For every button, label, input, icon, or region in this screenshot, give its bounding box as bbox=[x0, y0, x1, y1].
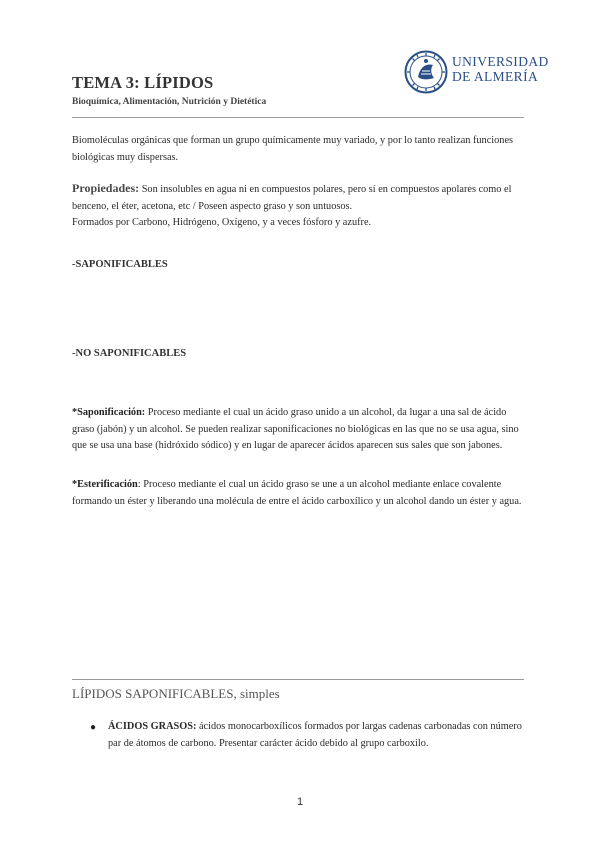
esterificacion-paragraph bbox=[72, 477, 528, 510]
section-title: LÍPIDOS SAPONIFICABLES, simples bbox=[72, 686, 280, 701]
bullet-text: ácidos monocarboxílicos formados por largas cadenas carbonadas con número par de átomos de carbono. Presentar carácter ácido debido al grupo carboxilo. bbox=[108, 721, 522, 749]
properties-paragraph bbox=[72, 180, 528, 232]
university-seal-icon bbox=[404, 50, 448, 94]
properties-text: Son insolubles en agua ni en compuestos polares, pero sí en compuestos apolares como el benceno, el éter, acetona, etc / Poseen aspecto graso y son untuosos. bbox=[72, 184, 512, 212]
bullet-label: ÁCIDOS GRASOS: bbox=[108, 721, 197, 732]
university-logo bbox=[404, 50, 549, 94]
page-title: TEMA 3: LÍPIDOS bbox=[72, 73, 214, 92]
section-divider bbox=[72, 679, 524, 680]
esterificacion-text: : Proceso mediante el cual un ácido graso se une a un alcohol mediante enlace covalente formando un éster y liberando una molécula de entre el ácido carboxílico y un alcohol dando un éster y agua. bbox=[72, 479, 522, 507]
esterificacion-label: *Esterificación bbox=[72, 479, 138, 490]
bullet-icon: ● bbox=[90, 722, 97, 733]
bullet-item-acidos-grasos bbox=[108, 719, 528, 752]
properties-composition: Formados por Carbono, Hidrógeno, Oxígeno, y a veces fósforo y azufre. bbox=[72, 217, 372, 228]
intro-paragraph: Biomoléculas orgánicas que forman un grupo químicamente muy variado, y por lo tanto realizan funciones biológicas muy dispersas. bbox=[72, 135, 514, 163]
page-number: 1 bbox=[296, 796, 304, 808]
heading-no-saponificables: -NO SAPONIFICABLES bbox=[72, 348, 187, 359]
logo-line-2: DE ALMERÍA bbox=[452, 69, 539, 84]
heading-saponificables: -SAPONIFICABLES bbox=[72, 259, 168, 270]
saponificacion-paragraph bbox=[72, 405, 528, 455]
saponificacion-label: *Saponificación: bbox=[72, 407, 146, 418]
page-subtitle: Bioquímica, Alimentación, Nutrición y Dietética bbox=[72, 97, 267, 107]
properties-label: Propiedades: bbox=[72, 181, 140, 195]
header-divider bbox=[72, 117, 524, 118]
saponificacion-text: Proceso mediante el cual un ácido graso unido a un alcohol, da lugar a una sal de ácido graso (jabón) y un alcohol. Se pueden realizar saponificaciones no biológicas en las que no se usa agua, sino que se usa una base (hidróxido sódico) y en lugar de aparecer ácidos aparecen sus sales que son jabones. bbox=[72, 407, 519, 451]
logo-line-1: UNIVERSIDAD bbox=[452, 54, 549, 69]
